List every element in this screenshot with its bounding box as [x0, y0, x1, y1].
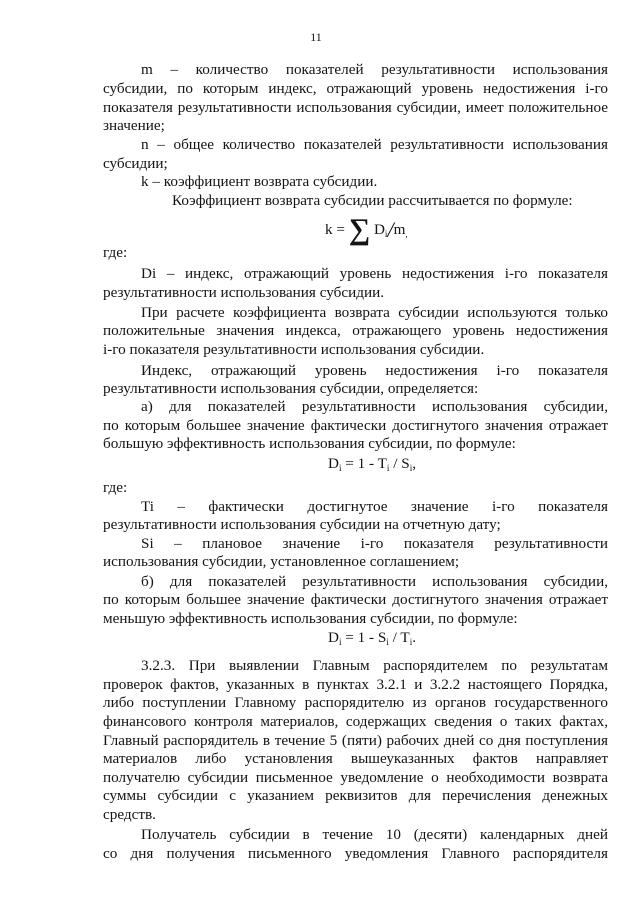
- text-line: Si – плановое значение i-го показателя результативности: [141, 535, 608, 552]
- text-line: i-го показателя результативности использования субсидии.: [103, 341, 485, 358]
- text-line: Ti – фактически достигнутое значение i-го показателя: [141, 498, 608, 515]
- text-line: 3.2.3. При выявлении Главным распорядителем по результатам: [141, 657, 608, 674]
- text-line: результативности использования субсидии на отчетную дату;: [103, 516, 501, 533]
- text-line: а) для показателей результативности использования субсидии,: [141, 398, 608, 415]
- page-number: 11: [310, 30, 322, 44]
- text-line: использования субсидии, установленное соглашением;: [103, 553, 460, 570]
- text-line: Главный распорядитель в течение 5 (пяти) рабочих дней со дня поступления: [103, 732, 608, 749]
- text-line: где:: [103, 479, 128, 496]
- text-line: средств.: [103, 806, 156, 823]
- text-line: k – коэффициент возврата субсидии.: [141, 173, 378, 190]
- text-line: со дня получения письменного уведомления Главного распорядителя: [103, 845, 608, 862]
- text-line: финансового контроля материалов, содержащих сведения о таких фактах,: [103, 713, 608, 730]
- text-line: по которым большее значение фактически достигнутого значения отражает: [103, 591, 608, 608]
- text-line: При расчете коэффициента возврата субсидии используются только: [141, 304, 608, 321]
- formula-d-b: $D_i = 1 - S_i / T_i$.: [328, 629, 416, 647]
- text-line: по которым большее значение фактически достигнутого значения отражает: [103, 417, 608, 434]
- text-line: m – количество показателей результативности использования: [141, 61, 608, 78]
- text-line: проверок фактов, указанных в пунктах 3.2.1 и 3.2.2 настоящего Порядка,: [103, 676, 608, 693]
- text-line: результативности использования субсидии, определяется:: [103, 380, 479, 397]
- text-line: б) для показателей результативности использования субсидии,: [141, 573, 608, 590]
- formula-d-a: $D_i = 1 - T_i / S_i$,: [328, 455, 416, 473]
- text-line: n – общее количество показателей результативности использования: [141, 136, 608, 153]
- text-line: результативности использования субсидии.: [103, 284, 385, 301]
- text-line: положительные значения индекса, отражающего уровень недостижения: [103, 322, 608, 339]
- text-line: большую эффективность использования субсидии, по формуле:: [103, 435, 516, 452]
- text-line: значение;: [103, 117, 165, 134]
- text-line: материалов либо установления вышеуказанных фактов направляет: [103, 750, 608, 767]
- text-line: суммы субсидии с указанием реквизитов для перечисления денежных: [103, 787, 608, 804]
- text-line: Получатель субсидии в течение 10 (десяти) календарных дней: [141, 826, 608, 843]
- text-line: показателя результативности использования субсидии, имеет положительное: [103, 99, 608, 116]
- text-line: где:: [103, 244, 128, 261]
- text-line: Индекс, отражающий уровень недостижения i-го показателя: [141, 362, 608, 379]
- text-line: субсидии, по которым индекс, отражающий уровень недостижения i-го: [103, 80, 608, 97]
- text-line: меньшую эффективность использования субсидии, по формуле:: [103, 610, 518, 627]
- text-line: субсидии;: [103, 155, 168, 172]
- text-line: Коэффициент возврата субсидии рассчитывается по формуле:: [172, 192, 573, 209]
- text-line: Di – индекс, отражающий уровень недостижения i-го показателя: [141, 265, 608, 282]
- text-line: либо поступлении Главному распорядителю из органов государственного: [103, 694, 608, 711]
- formula-k: k = ∑ $D_i/m_,$: [325, 213, 408, 246]
- text-line: получателю субсидии письменное уведомление о необходимости возврата: [103, 769, 608, 786]
